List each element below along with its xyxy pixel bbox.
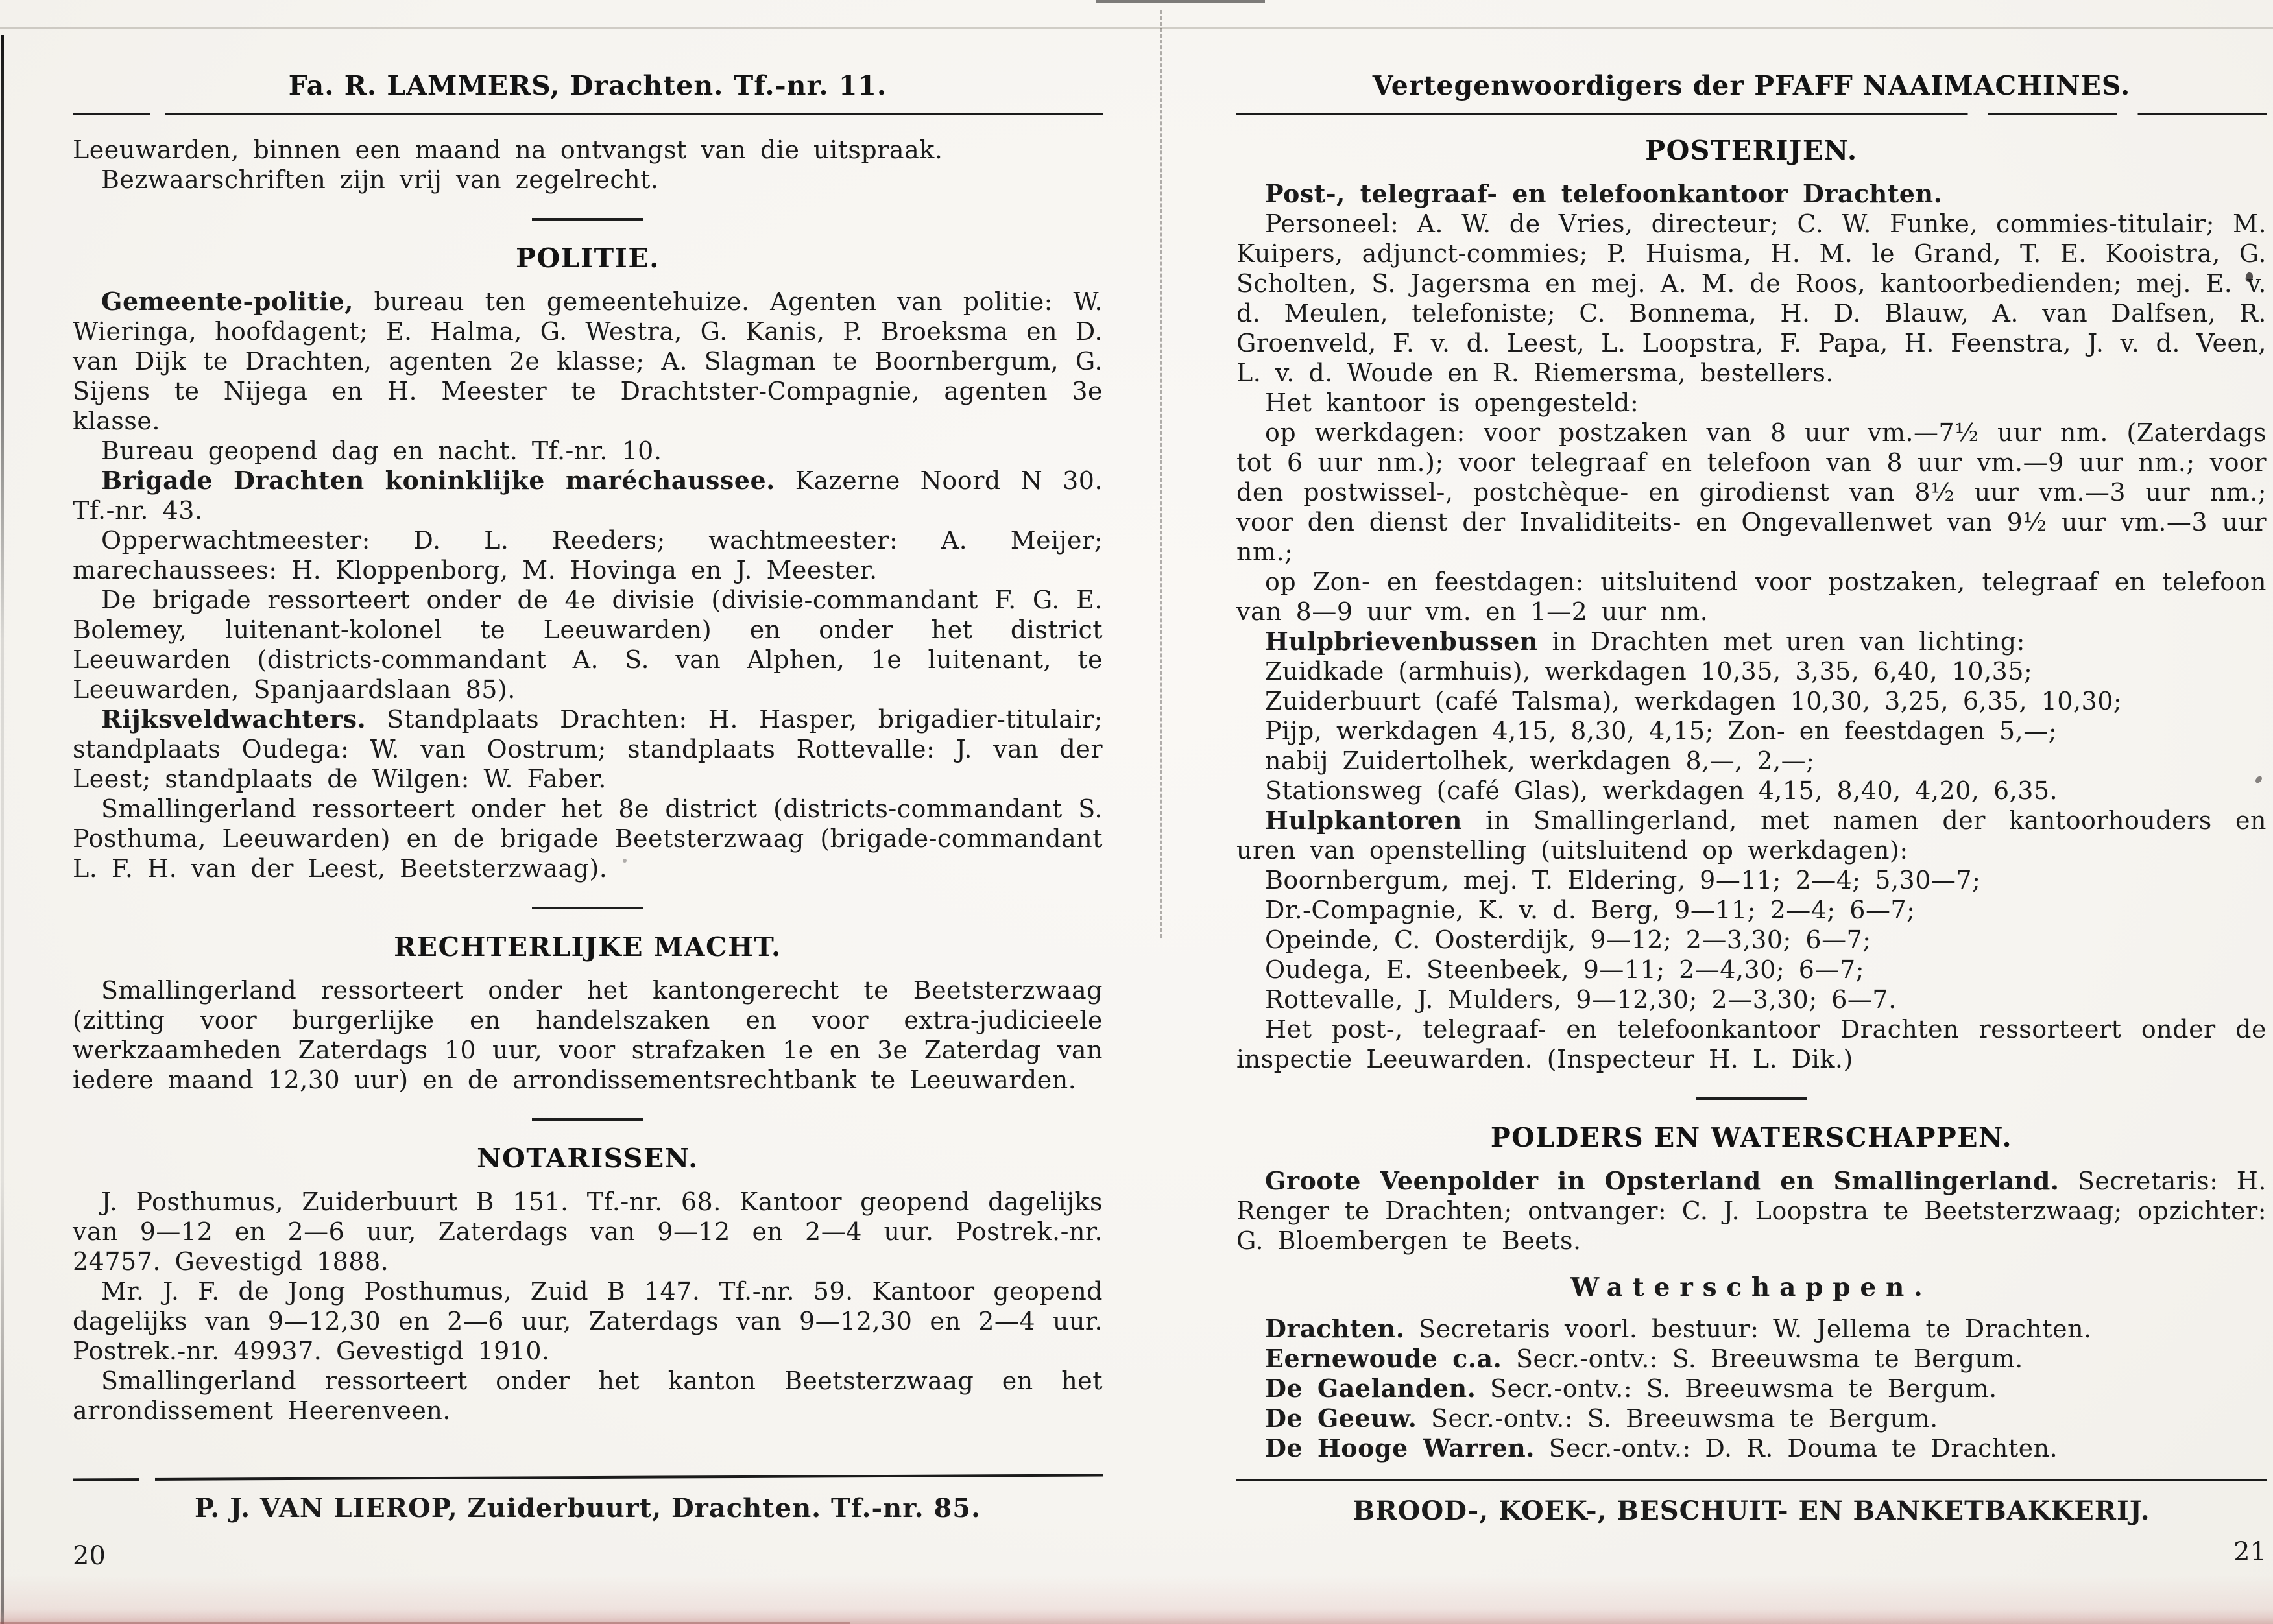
book-fold-line (1160, 10, 1162, 938)
page-right (1236, 70, 2267, 1588)
paragraph-text: Secr.-ontv.: S. Breeuwsma te Bergum. (1417, 1404, 1938, 1433)
list-item-kantoor-opeinde: Opeinde, C. Oosterdijk, 9—12; 2—3,30; 6—7; (1265, 925, 1871, 954)
list-item-kantoor-dr-compagnie: Dr.-Compagnie, K. v. d. Berg, 9—11; 2—4; 6—7; (1265, 896, 1916, 924)
scan-edge-line-horizontal (0, 27, 2273, 29)
section-heading-polders: POLDERS EN WATERSCHAPPEN. (1490, 1122, 2013, 1153)
bold-lead: Rijksveldwachters. (101, 704, 367, 734)
paragraph-intro-2: Bezwaarschriften zijn vrij van zegelrecht. (101, 165, 659, 194)
list-item-kantoor-oudega: Oudega, E. Steenbeek, 9—11; 2—4,30; 6—7; (1265, 955, 1864, 984)
paragraph-text: Secretaris voorl. bestuur: W. Jellema te Drachten. (1404, 1315, 2092, 1343)
bold-lead: Hulpbrievenbussen (1265, 627, 1538, 656)
bold-lead: Brigade Drachten koninklijke maréchaussee. (101, 466, 775, 495)
paragraph-text: Kazerne Noord N 30. Tf.-nr. 43. (73, 466, 1103, 525)
list-item-bus-zuidertolhek: nabij Zuidertolhek, werkdagen 8,—, 2,—; (1265, 746, 1815, 775)
paragraph-zon-en-feestdagen: op Zon- en feestdagen: uitsluitend voor postzaken, telegraaf en telefoon van 8—9 uur vm. en 1—2 uur nm. (1236, 567, 2267, 626)
paragraph-text: in Drachten met uren van lichting: (1537, 627, 2025, 656)
section-posterijen (1236, 135, 2267, 1074)
paragraph-text: Secretaris: H. Renger te Drachten; ontvanger: C. J. Loopstra te Beetsterzwaag; opzichter: G. Bloembergen te Beets. (1236, 1167, 2267, 1255)
footer-rule-left (73, 1474, 1103, 1481)
subheading-waterschappen: Waterschappen. (1570, 1272, 1932, 1302)
bold-lead: Groote Veenpolder in Opsterland en Smallingerland. (1265, 1166, 2060, 1195)
paragraph-groote-veenpolder (1236, 1166, 2267, 1256)
section-divider (532, 218, 643, 221)
paragraph-intro-1: Leeuwarden, binnen een maand na ontvangst van die uitspraak. (73, 136, 943, 164)
paragraph-hulpbrievenbussen (1236, 627, 2267, 656)
paragraph-notaris-de-jong: Mr. J. F. de Jong Posthumus, Zuid B 147. Tf.-nr. 59. Kantoor geopend dagelijks van 9—12,30 en 2—6 uur, Zaterdags van 9—12,30 en 2—4 uur. Postrek.-nr. 49937. Gevestigd 1910. (73, 1277, 1103, 1365)
page-left (73, 70, 1103, 1588)
list-item-bus-zuiderbuurt: Zuiderbuurt (café Talsma), werkdagen 10,30, 3,25, 6,35, 10,30; (1265, 687, 2123, 715)
paragraph-opengesteld: Het kantoor is opengesteld: (1265, 388, 1639, 417)
paragraph-rijksveldwachters (73, 704, 1103, 794)
section-rechterlijke-macht (73, 931, 1103, 1095)
list-item-waterschap-de-hooge-warren (1236, 1433, 2267, 1463)
paragraph-smallingerland-district: Smallingerland ressorteert onder het 8e district (districts-commandant S. Posthuma, Leeuwarden) en de brigade Beetsterzwaag (brigade-commandant L. F. H. van der Leest, Beetsterzwaag). (73, 794, 1103, 883)
paragraph-text: Secr.-ontv.: S. Breeuwsma te Bergum. (1476, 1374, 1997, 1403)
bold-lead: Post-, telegraaf- en telefoonkantoor Drachten. (1265, 179, 1943, 208)
list-item-kantoor-rottevalle: Rottevalle, J. Mulders, 9—12,30; 2—3,30; 6—7. (1265, 985, 1897, 1014)
page-right-footer (1236, 1479, 2267, 1527)
list-item-waterschap-de-gaelanden (1236, 1374, 2267, 1403)
section-divider (1696, 1097, 1807, 1100)
page-number-right: 21 (2233, 1537, 2267, 1567)
paragraph-gemeente-politie (73, 287, 1103, 436)
header-rule-left (73, 113, 1103, 115)
paragraph-opperwachtmeester: Opperwachtmeester: D. L. Reeders; wachtmeester: A. Meijer; marechaussees: H. Kloppenborg, M. Hovinga en J. Meester. (73, 526, 1103, 584)
paragraph-text: in Smallingerland, met namen der kantoorhouders en uren van openstelling (uitsluitend op werkdagen): (1236, 806, 2267, 865)
list-item-bus-stationsweg: Stationsweg (café Glas), werkdagen 4,15, 8,40, 4,20, 6,35. (1265, 776, 2058, 805)
paragraph-personeel: Personeel: A. W. de Vries, directeur; C. W. Funke, commies-titulair; M. Kuipers, adjunct-commies; P. Huisma, H. M. le Grand, T. E. Kooistra, G. Scholten, S. Jagersma en mej. A. M. de Roos, kantoorbedienden; mej. E. v. d. Meulen, telefoniste; C. Bonnema, H. D. Blauw, A. van Dalfsen, R. Groenveld, F. v. d. Leest, L. Loopstra, F. Papa, H. Feenstra, J. v. d. Veen, L. v. d. Woude en R. Riemersma, bestellers. (1236, 209, 2267, 387)
paragraph-postkantoor-titel (1236, 179, 2267, 209)
bold-lead: Eernewoude c.a. (1265, 1344, 1502, 1373)
bold-lead: Hulpkantoren (1265, 806, 1462, 835)
footer-ad-right: BROOD-, KOEK-, BESCHUIT- EN BANKETBAKKERIJ. (1353, 1496, 2150, 1526)
section-divider (532, 907, 643, 909)
bold-lead: Drachten. (1265, 1314, 1405, 1343)
list-item-waterschap-de-geeuw (1236, 1403, 2267, 1433)
footer-rule-right (1236, 1479, 2267, 1481)
footer-ad-left: P. J. VAN LIEROP, Zuiderbuurt, Drachten. Tf.-nr. 85. (194, 1493, 981, 1523)
page-right-running-head: Vertegenwoordigers der PFAFF NAAIMACHINES. (1372, 70, 2131, 101)
paragraph-text: Secr.-ontv.: D. R. Douma te Drachten. (1535, 1434, 2058, 1463)
page-number-left: 20 (73, 1541, 106, 1571)
page-left-running-head: Fa. R. LAMMERS, Drachten. Tf.-nr. 11. (288, 70, 887, 101)
list-item-bus-pijp: Pijp, werkdagen 4,15, 8,30, 4,15; Zon- en feestdagen 5,—; (1265, 717, 2057, 745)
paragraph-brigade-ressorteert: De brigade ressorteert onder de 4e divisie (divisie-commandant F. G. E. Bolemey, luitenant-kolonel te Leeuwarden) en onder het district Leeuwarden (districts-commandant A. S. van Alphen, 1e luitenant, te Leeuwarden, Spanjaardslaan 85). (73, 586, 1103, 704)
bold-lead: De Gaelanden. (1265, 1374, 1476, 1403)
paragraph-text: Secr.-ontv.: S. Breeuwsma te Bergum. (1502, 1344, 2023, 1373)
bold-lead: De Hooge Warren. (1265, 1433, 1535, 1463)
paragraph-inspectie: Het post-, telegraaf- en telefoonkantoor Drachten ressorteert onder de inspectie Leeuwarden. (Inspecteur H. L. Dik.) (1236, 1015, 2267, 1073)
page-left-footer (73, 1476, 1103, 1524)
section-notarissen (73, 1143, 1103, 1426)
list-item-bus-zuidkade: Zuidkade (armhuis), werkdagen 10,35, 3,35, 6,40, 10,35; (1265, 657, 2033, 686)
section-politie (73, 243, 1103, 883)
paragraph-hulpkantoren (1236, 806, 2267, 865)
bold-lead: Gemeente-politie, (101, 287, 354, 316)
paragraph-notaris-posthumus: J. Posthumus, Zuiderbuurt B 151. Tf.-nr. 68. Kantoor geopend dagelijks van 9—12 en 2—6 uur, Zaterdags van 9—12 en 2—4 uur. Postrek.-nr. 24757. Gevestigd 1888. (73, 1188, 1103, 1276)
paragraph-text: bureau ten gemeentehuize. Agenten van politie: W. Wieringa, hoofdagent; E. Halma, G. Westra, G. Kanis, P. Broeksma en D. van Dijk te Drachten, agenten 2e klasse; A. Slagman te Boornbergum, G. Sijens te Nijega en H. Meester te Drachtster-Compagnie, agenten 3e klasse. (73, 287, 1103, 435)
scan-smudge-top (1096, 0, 1265, 3)
list-item-waterschap-eernewoude (1236, 1344, 2267, 1374)
paragraph-text: Standplaats Drachten: H. Hasper, brigadier-titulair; standplaats Oudega: W. van Oostrum; standplaats Rottevalle: J. van der Leest; standplaats de Wilgen: W. Faber. (73, 705, 1103, 793)
header-rule-right (1236, 113, 2267, 115)
section-divider (532, 1118, 643, 1121)
list-item-waterschap-drachten (1236, 1314, 2267, 1344)
section-polders-en-waterschappen (1236, 1122, 2267, 1463)
bold-lead: De Geeuw. (1265, 1403, 1417, 1433)
paragraph-werkdagen: op werkdagen: voor postzaken van 8 uur vm.—7½ uur nm. (Zaterdags tot 6 uur nm.); voor telegraaf en telefoon van 8 uur vm.—9 uur nm.; voor den postwissel-, postchèque- en girodienst van 8½ uur vm.—3 uur nm.; voor den dienst der Invaliditeits- en Ongevallenwet van 9½ uur vm.—3 uur nm.; (1236, 418, 2267, 566)
section-heading-posterijen: POSTERIJEN. (1645, 135, 1858, 166)
scan-edge-line-left (1, 35, 4, 1624)
paragraph-brigade-drachten (73, 466, 1103, 525)
paragraph-bureau-geopend: Bureau geopend dag en nacht. Tf.-nr. 10. (101, 436, 662, 465)
section-heading-notarissen: NOTARISSEN. (477, 1143, 699, 1174)
section-heading-politie: POLITIE. (516, 243, 660, 274)
paragraph-kanton-beetsterzwaag: Smallingerland ressorteert onder het kanton Beetsterzwaag en het arrondissement Heerenveen. (73, 1367, 1103, 1425)
section-heading-rechterlijke-macht: RECHTERLIJKE MACHT. (394, 931, 782, 962)
paragraph-kantongerecht: Smallingerland ressorteert onder het kantongerecht te Beetsterzwaag (zitting voor burgerlijke en handelszaken en voor extra-judicieele werkzaamheden Zaterdags 10 uur, voor strafzaken 1e en 3e Zaterdag van iedere maand 12,30 uur) en de arrondissementsrechtbank te Leeuwarden. (73, 976, 1103, 1094)
list-item-kantoor-boornbergum: Boornbergum, mej. T. Eldering, 9—11; 2—4; 5,30—7; (1265, 866, 1981, 894)
